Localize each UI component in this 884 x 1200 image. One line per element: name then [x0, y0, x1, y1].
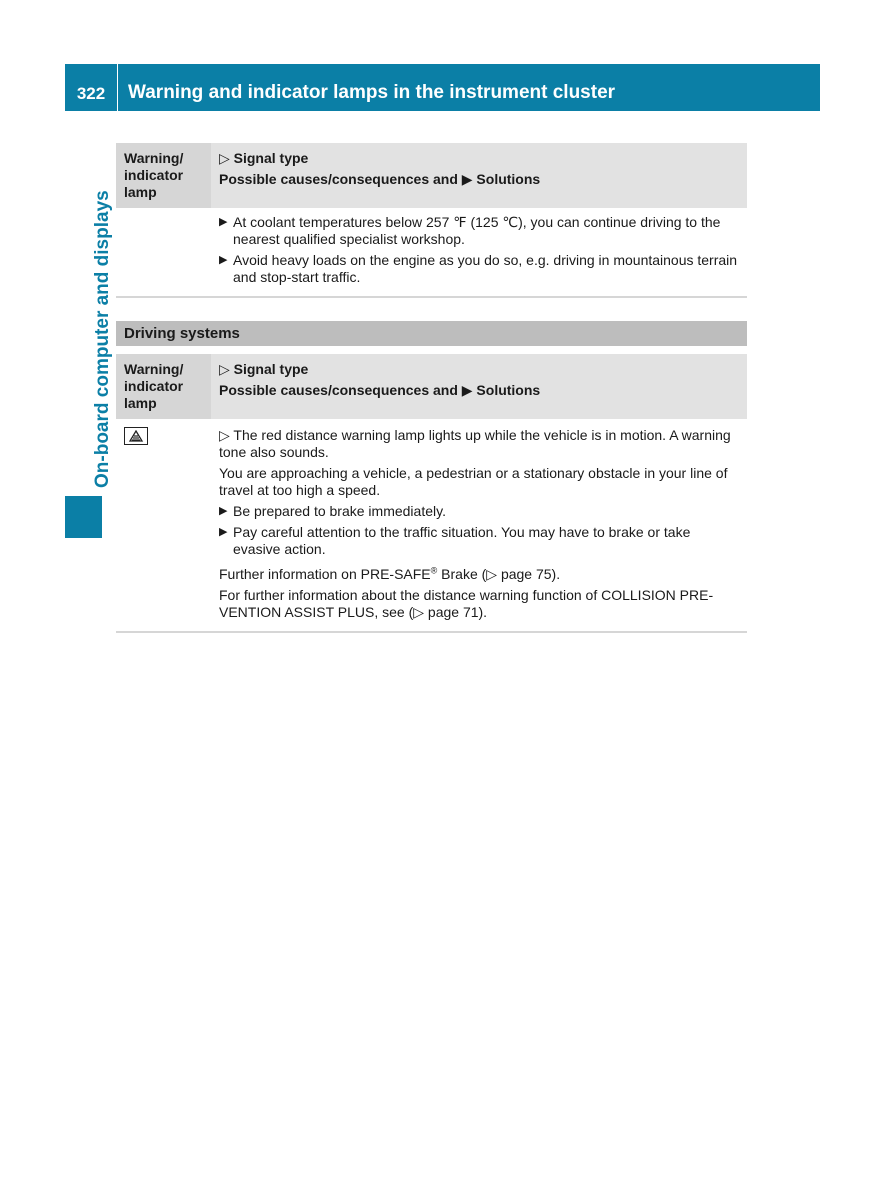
header-lamp: Warning/ indicator lamp	[116, 354, 211, 419]
distance-warning-icon	[124, 427, 148, 445]
side-tab-label: On-board computer and displays	[92, 190, 113, 488]
header-lamp: Warning/ indicator lamp	[116, 143, 211, 208]
header-causes: Possible causes/consequences and ▶ Solutions	[219, 171, 541, 187]
table-rule	[116, 631, 747, 633]
cause-description: You are approaching a vehicle, a pedestrian or a stationary obstacle in your line of travel at too high a speed.	[219, 465, 728, 498]
list-item: ▶ Pay careful attention to the traffic situation. You may have to brake or take evasive action.	[219, 524, 691, 557]
bullet-icon: ▶	[219, 505, 228, 517]
header-divider	[117, 64, 118, 111]
page-header	[65, 64, 820, 111]
page-number: 322	[76, 84, 106, 103]
header-causes: Possible causes/consequences and ▶ Solutions	[219, 382, 541, 398]
table-rule	[116, 296, 747, 298]
page-title: Warning and indicator lamps in the instrument cluster	[128, 82, 616, 103]
table-row	[116, 419, 747, 631]
warning-table-continued	[116, 143, 747, 298]
table-header	[116, 354, 747, 419]
bullet-icon: ▶	[219, 526, 228, 538]
header-signal-type: ▷ Signal type	[219, 361, 309, 377]
list-item: ▶ Be prepared to brake immediately.	[219, 503, 446, 519]
list-item: ▶ Avoid heavy loads on the engine as you do so, e.g. driving in mountainous terrain and stop-start traffic.	[219, 252, 738, 285]
further-info-presafe: Further information on PRE-SAFE® Brake (▷ page 75).	[219, 565, 561, 582]
bullet-icon: ▶	[219, 254, 228, 266]
further-info-collision: For further information about the distance warning function of COLLISION PRE-VENTION ASSIST PLUS, see (▷ page 71).	[219, 587, 714, 620]
list-item: ▶ At coolant temperatures below 257 ℉ (125 ℃), you can continue driving to the nearest qualified specialist workshop.	[219, 214, 721, 247]
signal-description: ▷ The red distance warning lamp lights up while the vehicle is in motion. A warning tone also sounds.	[219, 427, 731, 460]
table-header	[116, 143, 747, 208]
table-row	[116, 208, 747, 296]
warning-table	[116, 354, 747, 633]
bullet-icon: ▶	[219, 216, 228, 228]
header-signal-type: ▷ Signal type	[219, 150, 309, 166]
section-heading: Driving systems	[116, 321, 747, 346]
